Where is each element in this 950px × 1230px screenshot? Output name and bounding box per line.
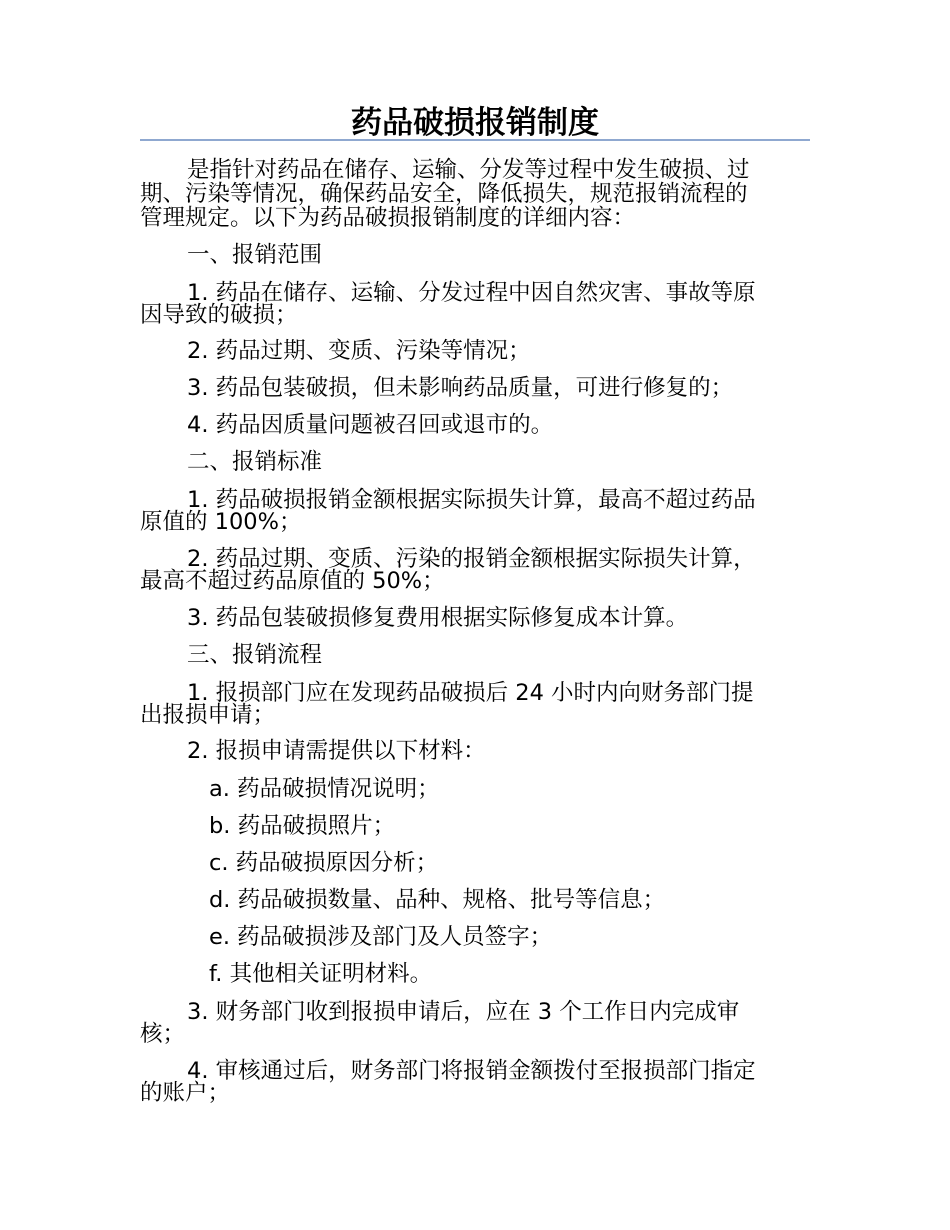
scope-item-1-line-2: 因导致的破损； — [140, 302, 298, 328]
scope-item-2: 2. 药品过期、变质、污染等情况； — [187, 338, 531, 364]
scope-item-3: 3. 药品包装破损，但未影响药品质量，可进行修复的； — [187, 375, 734, 401]
scope-item-1-line-1: 1. 药品在储存、运输、分发过程中因自然灾害、事故等原 — [187, 280, 756, 306]
material-item-e: e. 药品破损涉及部门及人员签字； — [209, 924, 553, 950]
scope-item-4: 4. 药品因质量问题被召回或退市的。 — [187, 412, 554, 438]
standard-item-1-line-1: 1. 药品破损报销金额根据实际损失计算，最高不超过药品 — [187, 487, 756, 513]
process-item-1-line-2: 出报损申请； — [140, 702, 276, 728]
standard-item-2-line-1: 2. 药品过期、变质、污染的报销金额根据实际损失计算， — [187, 546, 756, 572]
material-item-a: a. 药品破损情况说明； — [209, 776, 440, 802]
material-item-b: b. 药品破损照片； — [209, 813, 396, 839]
process-item-3-line-1: 3. 财务部门收到报损申请后，应在 3 个工作日内完成审 — [187, 999, 740, 1025]
intro-line-3: 管理规定。以下为药品破损报销制度的详细内容： — [140, 205, 636, 231]
standard-item-1-line-2: 原值的 100%； — [140, 509, 302, 535]
standard-item-2-line-2: 最高不超过药品原值的 50%； — [140, 568, 445, 594]
process-item-4-line-1: 4. 审核通过后，财务部门将报销金额拨付至报损部门指定 — [187, 1058, 756, 1084]
standard-item-3: 3. 药品包装破损修复费用根据实际修复成本计算。 — [187, 605, 689, 631]
section-heading-process: 三、报销流程 — [187, 642, 323, 668]
process-item-2: 2. 报损申请需提供以下材料： — [187, 738, 486, 764]
process-item-4-line-2: 的账户； — [140, 1080, 231, 1106]
document-title: 药品破损报销制度 — [351, 105, 599, 141]
intro-line-2: 期、污染等情况，确保药品安全，降低损失，规范报销流程的 — [140, 181, 748, 207]
material-item-f: f. 其他相关证明材料。 — [209, 961, 433, 987]
intro-line-1: 是指针对药品在储存、运输、分发等过程中发生破损、过 — [187, 157, 750, 183]
process-item-1-line-1: 1. 报损部门应在发现药品破损后 24 小时内向财务部门提 — [187, 680, 754, 706]
section-heading-scope: 一、报销范围 — [187, 242, 323, 268]
process-item-3-line-2: 核； — [140, 1021, 186, 1047]
material-item-d: d. 药品破损数量、品种、规格、批号等信息； — [209, 887, 666, 913]
section-heading-standard: 二、报销标准 — [187, 449, 323, 475]
material-item-c: c. 药品破损原因分析； — [209, 850, 439, 876]
title-underline — [140, 139, 810, 141]
